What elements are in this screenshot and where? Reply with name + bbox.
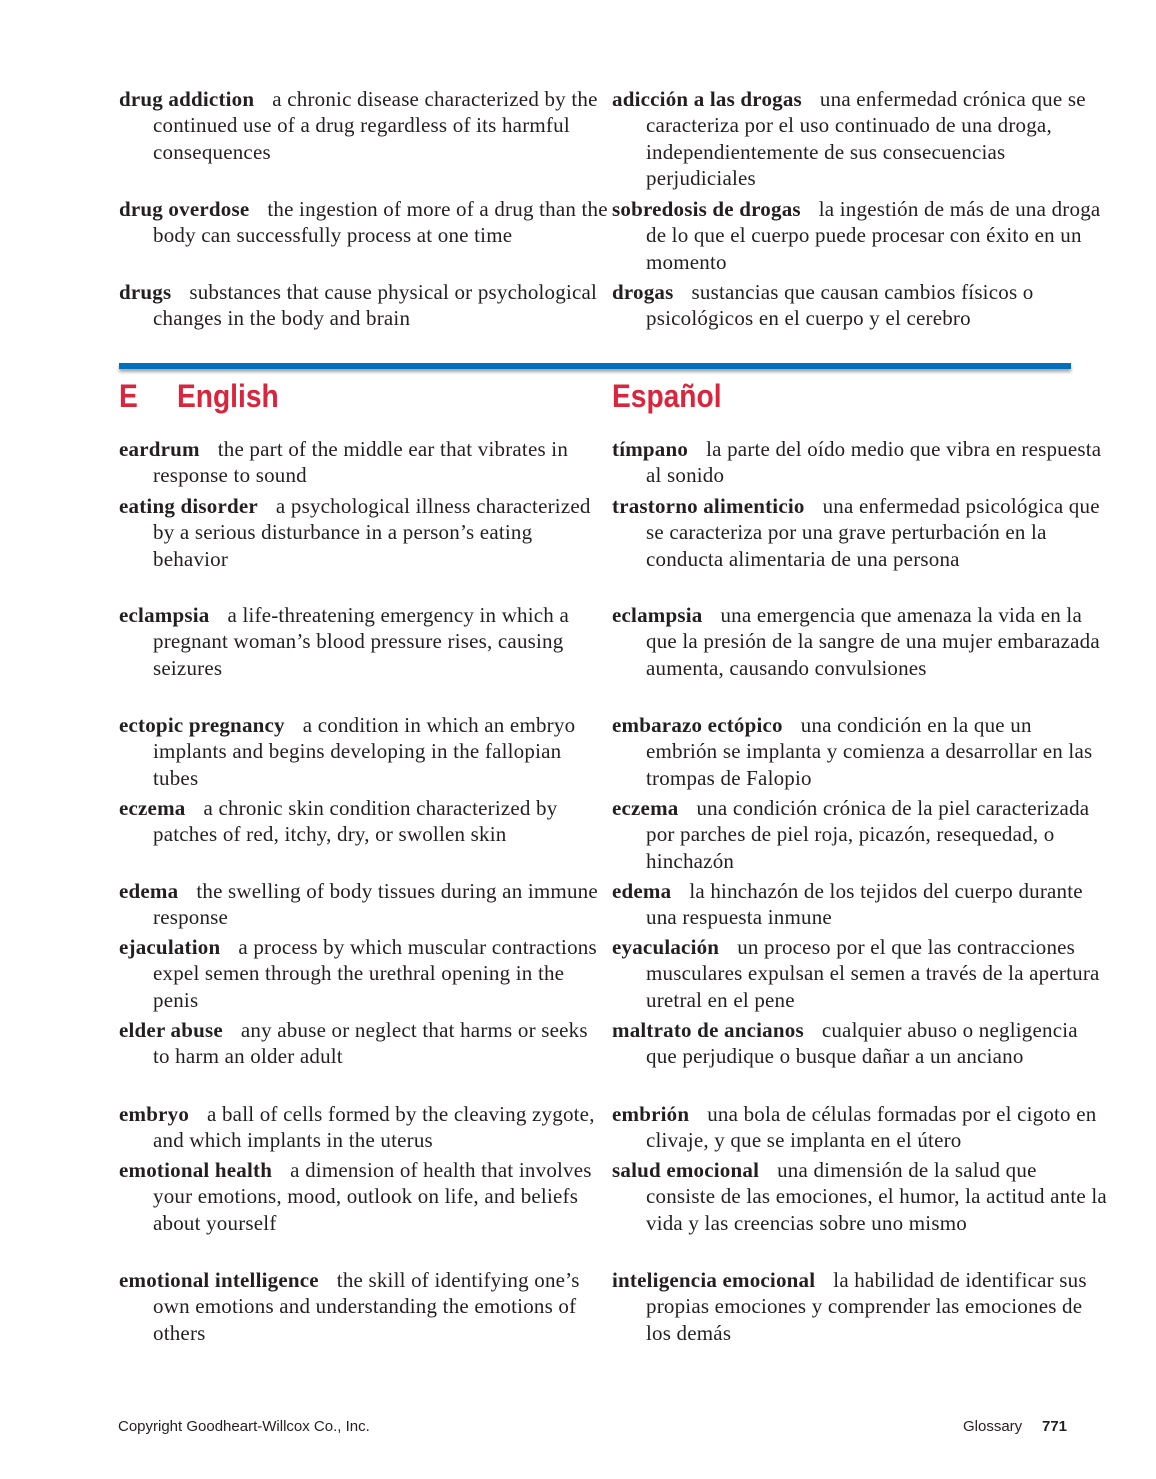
- glossary-term: drug overdose: [119, 197, 250, 221]
- glossary-definition: una emergencia que amenaza la vida en la que la presión de la sangre de una mujer embarazada aumenta, causando convulsiones: [646, 603, 1100, 680]
- glossary-term: eyaculación: [612, 935, 720, 959]
- glossary-entry-en: [119, 602, 609, 681]
- glossary-entry-es: [612, 279, 1108, 332]
- glossary-definition: the swelling of body tissues during an immune response: [153, 879, 598, 930]
- glossary-entry-es: [612, 878, 1108, 931]
- glossary-definition: un proceso por el que las contracciones musculares expulsan el semen a través de la apertura uretral en el pene: [646, 935, 1100, 1012]
- glossary-term: ectopic pregnancy: [119, 713, 285, 737]
- glossary-term: eardrum: [119, 437, 200, 461]
- footer-section: Glossary: [963, 1418, 1023, 1435]
- glossary-definition: la hinchazón de los tejidos del cuerpo durante una respuesta inmune: [646, 879, 1083, 930]
- glossary-entry-en: [119, 196, 609, 249]
- glossary-entry-es: [612, 436, 1108, 489]
- section-letter: E: [119, 378, 138, 414]
- glossary-entry-en: [119, 934, 609, 1013]
- glossary-term: drug addiction: [119, 87, 255, 111]
- spanish-heading: Español: [612, 378, 722, 414]
- glossary-entry-es: [612, 934, 1108, 1013]
- glossary-entry-es: [612, 1157, 1108, 1236]
- glossary-definition: una enfermedad crónica que se caracteriza por el uso continuado de una droga, independientemente de sus consecuencias perjudiciales: [646, 87, 1086, 191]
- glossary-entry-en: [119, 878, 609, 931]
- glossary-entry-es: [612, 1267, 1108, 1346]
- glossary-term: eclampsia: [612, 603, 703, 627]
- glossary-definition: una enfermedad psicológica que se caracteriza por una grave perturbación en la conducta alimentaria de una persona: [646, 494, 1100, 571]
- glossary-entry-es: [612, 86, 1108, 192]
- glossary-entry-es: [612, 493, 1108, 572]
- glossary-term: eclampsia: [119, 603, 210, 627]
- glossary-entry-en: [119, 493, 609, 572]
- glossary-entry-es: [612, 795, 1108, 874]
- glossary-definition: la ingestión de más de una droga de lo que el cuerpo puede procesar con éxito en un momento: [646, 197, 1101, 274]
- glossary-definition: the ingestion of more of a drug than the body can successfully process at one time: [153, 197, 608, 248]
- glossary-definition: a life-threatening emergency in which a pregnant woman’s blood pressure rises, causing seizures: [153, 603, 569, 680]
- glossary-term: tímpano: [612, 437, 689, 461]
- glossary-definition: la habilidad de identificar sus propias emociones y comprender las emociones de los demás: [646, 1268, 1087, 1345]
- glossary-entry-en: [119, 436, 609, 489]
- glossary-entry-en: [119, 795, 609, 848]
- glossary-definition: a chronic disease characterized by the continued use of a drug regardless of its harmful consequences: [153, 87, 598, 164]
- glossary-term: emotional health: [119, 1158, 273, 1182]
- glossary-definition: substances that cause physical or psychological changes in the body and brain: [153, 280, 598, 331]
- glossary-definition: a dimension of health that involves your emotions, mood, outlook on life, and beliefs about yourself: [153, 1158, 592, 1235]
- glossary-definition: una dimensión de la salud que consiste de las emociones, el humor, la actitud ante la vida y las creencias sobre uno mismo: [646, 1158, 1107, 1235]
- glossary-term: emotional intelligence: [119, 1268, 319, 1292]
- glossary-term: edema: [119, 879, 179, 903]
- glossary-definition: una bola de células formadas por el cigoto en clivaje, y que se implanta en el útero: [646, 1102, 1097, 1153]
- glossary-term: maltrato de ancianos: [612, 1018, 804, 1042]
- glossary-entry-en: [119, 1267, 609, 1346]
- glossary-entry-en: [119, 1157, 609, 1236]
- glossary-entry-en: [119, 279, 609, 332]
- glossary-definition: la parte del oído medio que vibra en respuesta al sonido: [646, 437, 1102, 488]
- glossary-term: drugs: [119, 280, 172, 304]
- glossary-term: elder abuse: [119, 1018, 223, 1042]
- glossary-definition: cualquier abuso o negligencia que perjudique o busque dañar a un anciano: [646, 1018, 1078, 1069]
- glossary-definition: una condición en la que un embrión se implanta y comienza a desarrollar en las trompas de Falopio: [646, 713, 1093, 790]
- section-divider: [119, 363, 1071, 369]
- glossary-term: sobredosis de drogas: [612, 197, 801, 221]
- glossary-entry-es: [612, 196, 1108, 275]
- glossary-entry-es: [612, 602, 1108, 681]
- glossary-term: embrión: [612, 1102, 690, 1126]
- copyright: Copyright Goodheart-Willcox Co., Inc.: [118, 1418, 370, 1435]
- glossary-entry-en: [119, 86, 609, 165]
- glossary-entry-en: [119, 1101, 609, 1154]
- glossary-entry-en: [119, 712, 609, 791]
- glossary-term: drogas: [612, 280, 674, 304]
- glossary-definition: a chronic skin condition characterized by patches of red, itchy, dry, or swollen skin: [153, 796, 558, 847]
- glossary-entry-es: [612, 1101, 1108, 1154]
- glossary-definition: a psychological illness characterized by a serious disturbance in a person’s eating behavior: [153, 494, 591, 571]
- glossary-definition: a condition in which an embryo implants and begins developing in the fallopian tubes: [153, 713, 576, 790]
- glossary-term: adicción a las drogas: [612, 87, 802, 111]
- glossary-definition: a ball of cells formed by the cleaving zygote, and which implants in the uterus: [153, 1102, 595, 1153]
- glossary-definition: a process by which muscular contractions expel semen through the urethral opening in the penis: [153, 935, 597, 1012]
- glossary-term: edema: [612, 879, 672, 903]
- glossary-entry-es: [612, 712, 1108, 791]
- glossary-term: salud emocional: [612, 1158, 760, 1182]
- glossary-term: embarazo ectópico: [612, 713, 783, 737]
- glossary-term: trastorno alimenticio: [612, 494, 805, 518]
- glossary-definition: una condición crónica de la piel caracterizada por parches de piel roja, picazón, resequedad, o hinchazón: [646, 796, 1090, 873]
- glossary-term: inteligencia emocional: [612, 1268, 816, 1292]
- glossary-entry-en: [119, 1017, 609, 1070]
- glossary-definition: any abuse or neglect that harms or seeks to harm an older adult: [153, 1018, 588, 1069]
- glossary-term: eczema: [119, 796, 186, 820]
- glossary-term: ejaculation: [119, 935, 221, 959]
- glossary-term: eczema: [612, 796, 679, 820]
- glossary-definition: the skill of identifying one’s own emotions and understanding the emotions of others: [153, 1268, 580, 1345]
- glossary-definition: sustancias que causan cambios físicos o psicológicos en el cuerpo y el cerebro: [646, 280, 1034, 331]
- glossary-term: embryo: [119, 1102, 190, 1126]
- glossary-entry-es: [612, 1017, 1108, 1070]
- glossary-term: eating disorder: [119, 494, 258, 518]
- glossary-definition: the part of the middle ear that vibrates in response to sound: [153, 437, 569, 488]
- page-number: 771: [1042, 1418, 1068, 1435]
- english-heading: English: [177, 378, 279, 414]
